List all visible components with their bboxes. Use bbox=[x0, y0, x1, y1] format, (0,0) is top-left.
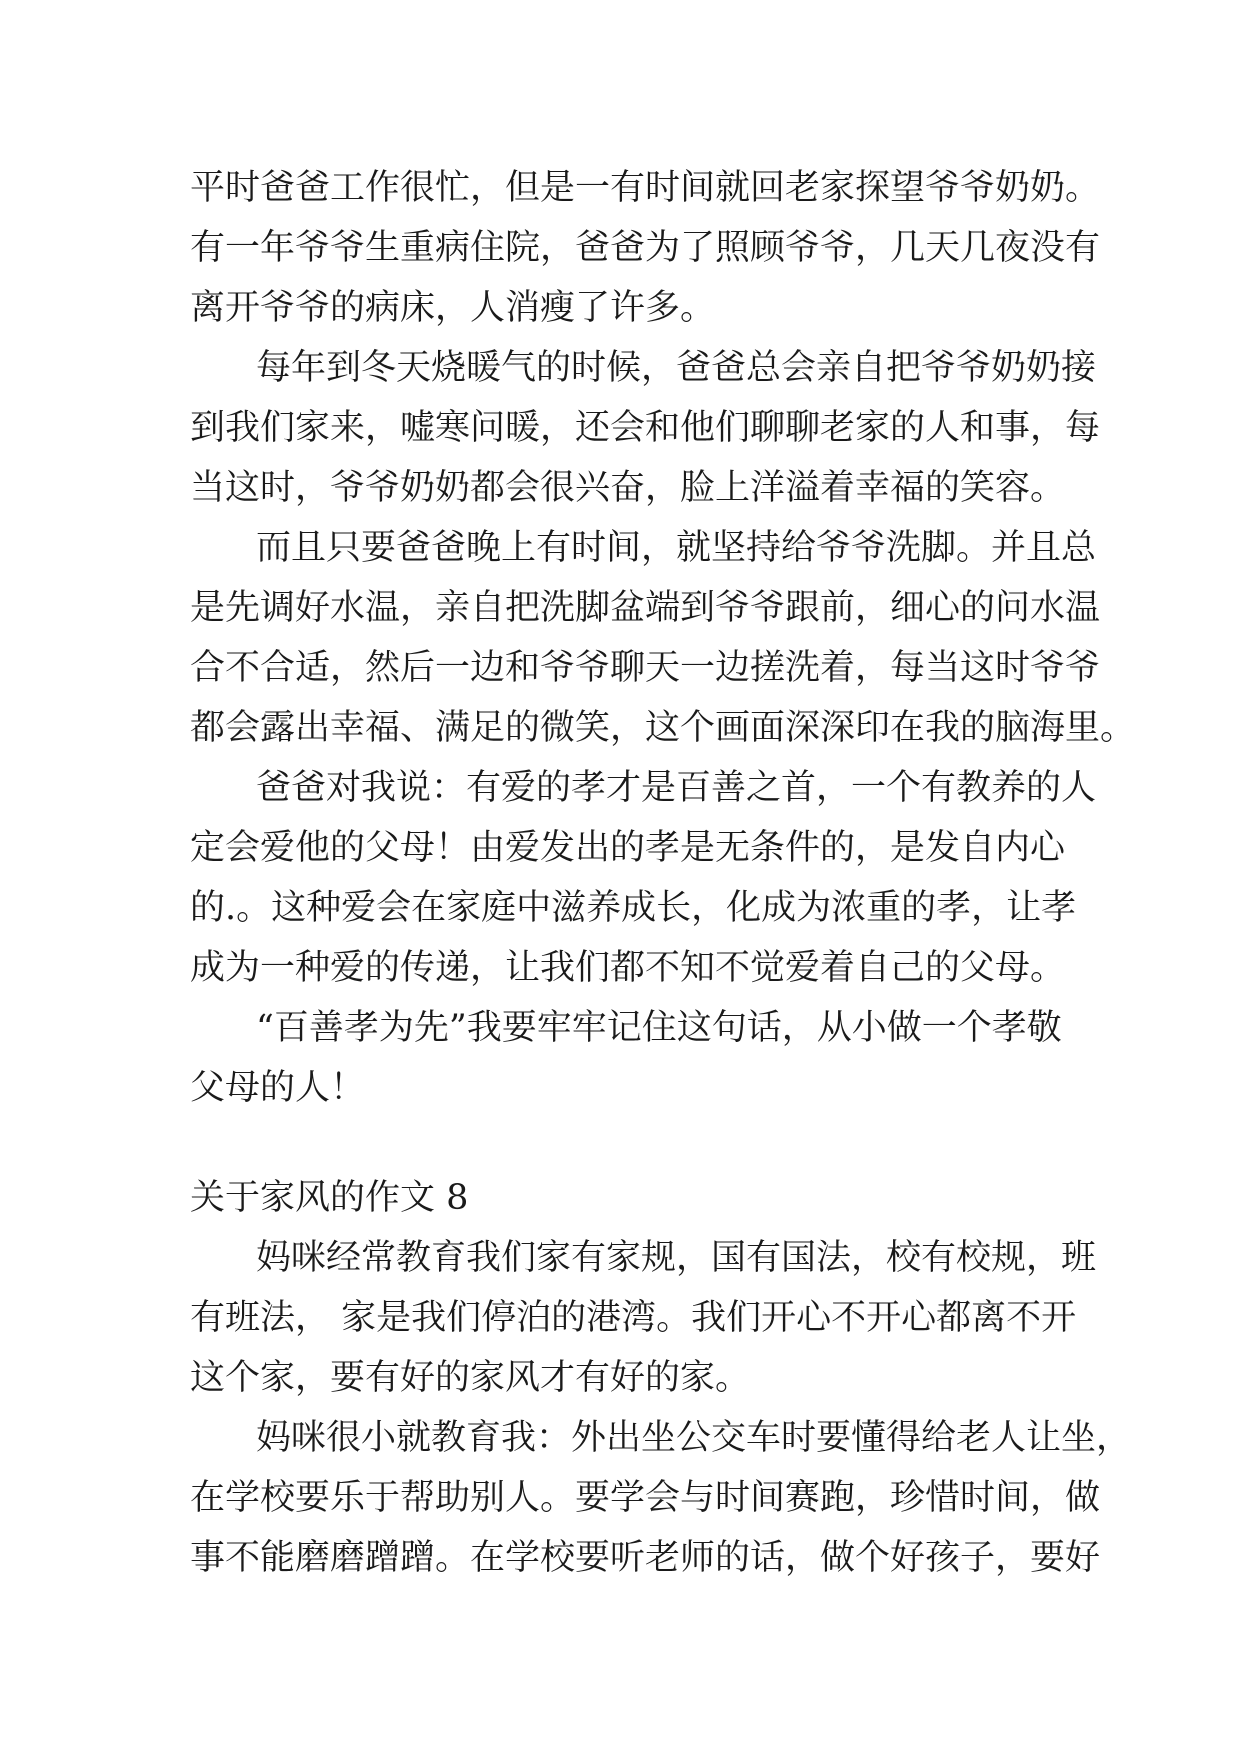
text-line: 当这时，爷爷奶奶都会很兴奋，脸上洋溢着幸福的笑容。 bbox=[190, 468, 1066, 508]
paragraph-first-line: “百善孝为先”我要牢牢记住这句话，从小做一个孝敬 bbox=[256, 1008, 1062, 1048]
text-line: 父母的人！ bbox=[190, 1068, 366, 1108]
paragraph-first-line: 妈咪很小就教育我：外出坐公交车时要懂得给老人让坐， bbox=[256, 1418, 1132, 1458]
paragraph-first-line: 而且只要爸爸晚上有时间，就坚持给爷爷洗脚。并且总 bbox=[256, 528, 1097, 568]
paragraph-first-line: 爸爸对我说：有爱的孝才是百善之首，一个有教养的人 bbox=[256, 768, 1097, 808]
text-line: 成为一种爱的传递，让我们都不知不觉爱着自己的父母。 bbox=[190, 948, 1066, 988]
text-line: 有一年爷爷生重病住院，爸爸为了照顾爷爷，几天几夜没有 bbox=[190, 228, 1101, 268]
text-line: 在学校要乐于帮助别人。要学会与时间赛跑，珍惜时间，做 bbox=[190, 1478, 1101, 1518]
paragraph-first-line: 妈咪经常教育我们家有家规，国有国法，校有校规，班 bbox=[256, 1238, 1097, 1278]
text-line: 事不能磨磨蹭蹭。在学校要听老师的话，做个好孩子，要好 bbox=[190, 1538, 1101, 1578]
text-line: 定会爱他的父母！由爱发出的孝是无条件的，是发自内心 bbox=[190, 828, 1066, 868]
text-line: 到我们家来，嘘寒问暖，还会和他们聊聊老家的人和事，每 bbox=[190, 408, 1101, 448]
paragraph-first-line: 每年到冬天烧暖气的时候，爸爸总会亲自把爷爷奶奶接 bbox=[256, 348, 1097, 388]
text-line: 有班法， 家是我们停泊的港湾。我们开心不开心都离不开 bbox=[190, 1298, 1077, 1338]
text-line: 是先调好水温，亲自把洗脚盆端到爷爷跟前，细心的问水温 bbox=[190, 588, 1101, 628]
text-line: 这个家，要有好的家风才有好的家。 bbox=[190, 1358, 751, 1398]
text-line: 离开爷爷的病床，人消瘦了许多。 bbox=[190, 288, 716, 328]
text-line: 合不合适，然后一边和爷爷聊天一边搓洗着，每当这时爷爷 bbox=[190, 648, 1101, 688]
section-heading: 关于家风的作文 8 bbox=[190, 1178, 469, 1218]
text-line: 的.。这种爱会在家庭中滋养成长，化成为浓重的孝，让孝 bbox=[190, 888, 1077, 928]
text-line: 都会露出幸福、满足的微笑，这个画面深深印在我的脑海里。 bbox=[190, 708, 1136, 748]
text-line: 平时爸爸工作很忙，但是一有时间就回老家探望爷爷奶奶。 bbox=[190, 168, 1101, 208]
